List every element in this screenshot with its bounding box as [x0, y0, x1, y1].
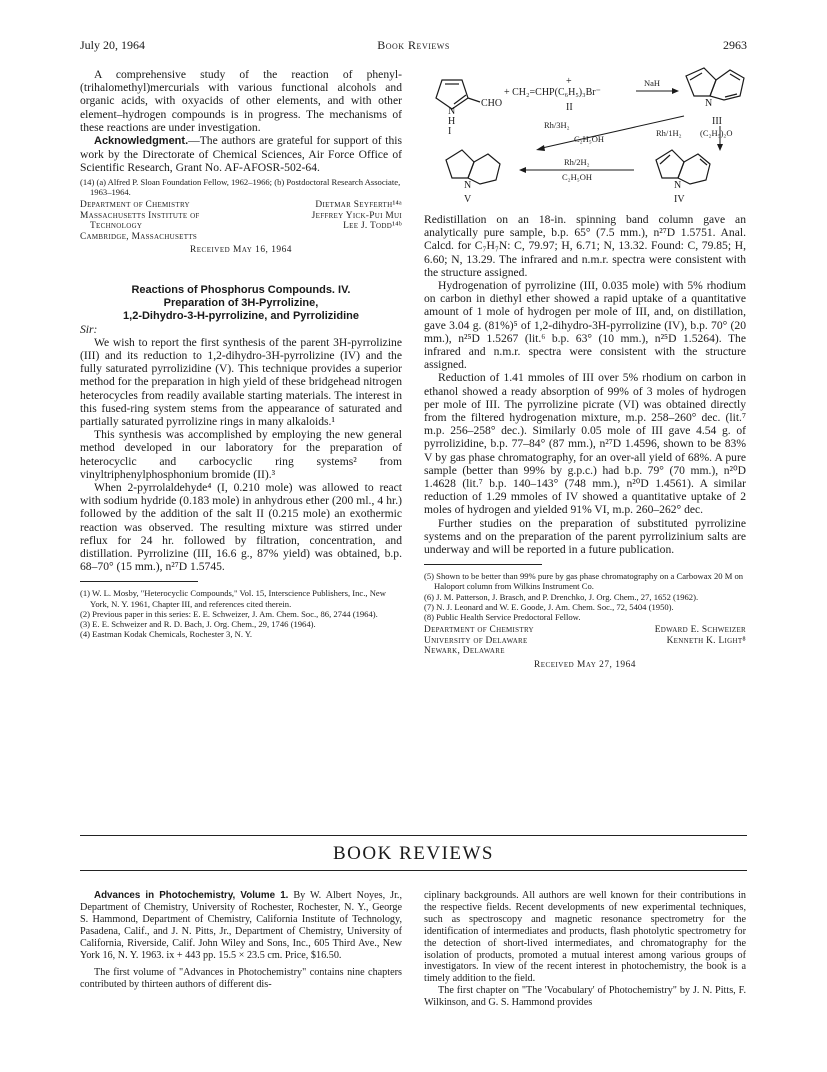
aff-city: Cambridge, Massachusetts	[80, 231, 198, 242]
reagent-rh2h2: Rh/2H₂	[564, 157, 590, 167]
body-paragraph: When 2-pyrrolaldehyde⁴ (I, 0.210 mole) was allowed to react with sodium hydride (0.183 mole) in anhydrous ether (200 ml., 4 hr.) followed by the addition of the salt II (0.215 mole) an exothermic reaction was observed. The resulting mixture was stirred under reflux for 24 hr. followed by filtration, concentration, and distillation. Pyrrolizine (III, 16.6 g., 87% yield) was obtained, b.p. 68–70° (15 mm.), n²⁷D 1.5745.	[80, 481, 402, 574]
arrowhead	[672, 88, 679, 94]
title-line: Reactions of Phosphorus Compounds. IV.	[131, 283, 351, 296]
review-right-column	[424, 890, 746, 1009]
aff-row	[80, 232, 402, 243]
footnote-1: (1) W. L. Mosby, "Heterocyclic Compounds," Vol. 15, Interscience Publishers, Inc., New York, N. Y. 1961, Chapter III, and references cited therein.	[80, 588, 386, 609]
footnote-7: (7) N. J. Leonard and W. E. Goode, J. Am. Chem. Soc., 72, 5404 (1950).	[424, 601, 674, 612]
reaction-scheme	[424, 62, 748, 212]
footnote-4: (4) Eastman Kodak Chemicals, Rochester 3, N. Y.	[80, 629, 253, 640]
compound-IV-structure	[656, 150, 710, 184]
author-name: Jeffrey Yick-Pui Mui	[311, 210, 402, 221]
footnote-6: (6) J. M. Patterson, J. Brasch, and P. Drenchko, J. Org. Chem., 27, 1652 (1962).	[424, 591, 699, 602]
footnotes	[80, 588, 402, 639]
atom-N-IV: N	[674, 180, 682, 191]
review-paragraph: ciplinary backgrounds. All authors are well known for their contributions in the respective fields. Recent developments of new experimental techniques, such as spectroscopy and magnetic resonance spectrometry for the identification of intermediates and products, flash photolytic spectrometry for the detection of short-lived intermediates, and chromatography for the isolation of products, promoted a mutual interest among various groups of investigators. In view of the recent interest in photochemistry, the book is a timely addition to the field.	[424, 890, 746, 985]
author-affiliation	[80, 200, 402, 258]
label-IV: IV	[674, 194, 685, 205]
author-name: Lee J. Todd¹⁴ᵇ	[343, 221, 402, 232]
solvent-ethanol: C₂H₅OH	[574, 134, 605, 144]
aff-dept: Department of Chemistry	[80, 200, 190, 211]
body-paragraph: Redistillation on an 18-in. spinning band column gave an analytically pure sample, b.p. 65° (7.5 mm.), n²⁷D 1.5751. Anal. Calcd. for C₇H₇N: C, 79.97; H, 6.71; N, 13.32. Found: C, 79.85; H, 6.60; N, 13.29. The infrared and n.m.r. spectra were consistent with the structure assigned.	[424, 213, 746, 279]
footnote-3: (3) E. E. Schweizer and R. D. Bach, J. Org. Chem., 29, 1746 (1964).	[80, 619, 316, 630]
label-V: V	[464, 194, 472, 205]
review-paragraph: The first chapter on "The 'Vocabulary' of Photochemistry" by J. N. Pitts, F. Wilkinson, and G. S. Hammond provides	[424, 985, 746, 1009]
received-date: Received May 16, 1964	[190, 245, 292, 256]
footnote-block	[80, 177, 402, 197]
compound-I-structure	[436, 80, 480, 109]
aff-row	[80, 211, 402, 222]
received-date: Received May 27, 1964	[534, 660, 636, 671]
aff-row	[80, 200, 402, 211]
ack-label: Acknowledgment.	[94, 135, 189, 148]
reagent-rh1h2: Rh/1H₂	[656, 128, 682, 138]
reagent-nah: NaH	[644, 78, 661, 88]
atom-N-V: N	[464, 180, 472, 191]
review-left-column	[80, 890, 402, 991]
section-rule-bottom	[80, 870, 747, 871]
author-name: Dietmar Seyferth¹⁴ᵃ	[315, 200, 402, 211]
body-paragraph: Reduction of 1.41 mmoles of III over 5% rhodium on carbon in ethanol showed a ready absorption of 99% of 3 moles of hydrogen per mole of III. The pyrrolizine picrate (VI) was obtained directly from the filtered hydrogenation mixture, m.p. 258–260° dec. (lit.⁷ m.p. 256–258° dec.). Similarly 0.05 mole of III gave 4.54 g. of pyrrolizidine, b.p. 77–84° (87 mm.), n²⁷D 1.4596, shown to be 83% V by gas phase chromatography, for an over-all yield of 68%. A pure sample (better than 99% by g.p.c.) had b.p. 79° (70 mm.), n²⁰D 1.4628 (lit.⁷ b.p. 140–143° (748 mm.), n²⁰D 1.4561). A similar reduction of 1.29 mmoles of IV showed a quantitative uptake of 2 moles of hydrogen and yielded 91% VI, m.p. 260–262° dec.	[424, 371, 746, 517]
author-name: Kenneth K. Light⁸	[666, 635, 746, 646]
article-title	[80, 284, 402, 323]
footnote-14: (14) (a) Alfred P. Sloan Foundation Fellow, 1962–1966; (b) Postdoctoral Research Associate, 1963–1964.	[80, 176, 401, 197]
aff-row	[80, 221, 402, 232]
right-column	[424, 213, 746, 672]
body-paragraph: Further studies on the preparation of substituted pyrrolizine systems and on the preparation of the parent pyrrolizinium salts are underway and will be reported in a future publication.	[424, 516, 746, 557]
aff-inst: University of Delaware	[424, 635, 528, 646]
aff-inst-2: Technology	[90, 221, 143, 232]
reagent-rh3h2: Rh/3H₂	[544, 120, 570, 130]
group-CHO: CHO	[481, 98, 503, 109]
footnote-rule	[80, 581, 198, 582]
paragraph-continued: A comprehensive study of the reaction of phenyl-(trihalomethyl)mercurials with various functional alcohols and organic acids, with oxyacids of other elements, and with other element–hydrogen compounds is in progress. The mechanisms of these reactions are under investigation.	[80, 68, 402, 134]
reagent-II: + CH₂=CHP(C₆H₅)₃Br⁻	[504, 87, 601, 98]
compound-III-structure	[686, 68, 744, 100]
solvent-ethanol-2: C₂H₅OH	[562, 172, 593, 182]
footnote-8: (8) Public Health Service Predoctoral Fellow.	[424, 612, 581, 623]
body-paragraph: Hydrogenation of pyrrolizine (III, 0.035 mole) with 5% rhodium on carbon in diethyl ether showed a rapid uptake of a quantitative amount of 1 mole of hydrogen per mole of III, and, on distillation, gave 3.04 g. (81%)⁵ of 1,2-dihydro-3H-pyrrolizine (IV), b.p. 70° (20 mm.), n²⁵D 1.5267 (lit.⁶ b.p. 63° (10 mm.), n²⁵D 1.5264). The infrared and n.m.r. spectra were consistent with the structure assigned.	[424, 279, 746, 372]
atom-H: H	[448, 116, 456, 127]
ack-text: —The authors are grateful for support of this work by the Directorate of Chemical Sciences, Air Force Office of Scientific Research, Grant No. AF-AFOSR-502-64.	[80, 134, 402, 175]
aff-inst: Massachusetts Institute of	[80, 210, 200, 221]
arrowhead	[717, 144, 723, 151]
arrowhead	[519, 167, 526, 173]
footnote-2: (2) Previous paper in this series: E. E. Schweizer, J. Am. Chem. Soc., 86, 2744 (1964).	[80, 608, 378, 619]
book-details: By W. Albert Noyes, Jr., Department of Chemistry, University of Rochester, Rochester, N. Y., George S. Hammond, Department of Chemistry, California Institute of Technology, Pasadena, Calif., and J. N. Pitts, Jr., Department of Chemistry, University of California, Riverside, Calif. John Wiley and Sons, Inc., 605 Third Ave., New York 16, N. Y. 1963. ix + 443 pp. 15.5 × 23.5 cm. Price, $16.50.	[80, 890, 402, 961]
footnote-5: (5) Shown to be better than 99% pure by gas phase chromatography on a Carbowax 20 M on Haloport column from Wilkins Instrument Co.	[424, 571, 744, 592]
footnotes	[424, 571, 746, 622]
body-paragraph: This synthesis was accomplished by employing the new general method developed in our laboratory for the preparation of heterocyclic and carbocyclic ring systems² from vinyltriphenylphosphonium bromide (II).³	[80, 428, 402, 481]
label-I: I	[448, 126, 452, 137]
atom-N-III: N	[705, 98, 713, 109]
review-citation	[80, 890, 402, 961]
page-number: 2963	[723, 38, 747, 52]
issue-date: July 20, 1964	[80, 38, 146, 52]
aff-row	[424, 646, 746, 657]
label-II: II	[566, 102, 573, 113]
running-header	[80, 38, 747, 54]
salutation: Sir:	[80, 322, 98, 336]
footnote-rule	[424, 564, 542, 565]
book-title: Advances in Photochemistry, Volume 1.	[94, 890, 289, 901]
solvent-ether: (C₂H₅)₂O	[700, 128, 733, 138]
book-reviews-heading: BOOK REVIEWS	[332, 843, 495, 864]
aff-row	[424, 636, 746, 647]
section-rule-top	[80, 835, 747, 836]
phosphonium-charge: +	[566, 76, 572, 87]
author-name: Edward E. Schweizer	[654, 625, 746, 636]
section-title: Book Reviews	[377, 38, 450, 52]
review-paragraph: The first volume of "Advances in Photochemistry" contains nine chapters contributed by thirteen authors of different dis-	[80, 967, 402, 991]
acknowledgment	[80, 134, 402, 175]
aff-city: Newark, Delaware	[424, 646, 505, 657]
title-line: 1,2-Dihydro-3-H-pyrrolizine, and Pyrrolizidine	[123, 309, 359, 322]
label-III: III	[712, 116, 722, 127]
title-line: Preparation of 3H-Pyrrolizine,	[163, 296, 319, 309]
arrowhead	[536, 145, 545, 151]
body-paragraph: We wish to report the first synthesis of the parent 3H-pyrrolizine (III) and its reduction to 1,2-dihydro-3H-pyrrolizine (IV) and the fully saturated pyrrolizidine (V). This technique provides a superior method for the preparation in high yield of these bridgehead nitrogen heterocycles from readily available starting materials. The interest in this fused-ring system stems from the appearance of saturated and partially saturated pyrrolizine rings in many alkaloids.¹	[80, 335, 402, 429]
aff-dept: Department of Chemistry	[424, 625, 534, 636]
aff-row	[424, 625, 746, 636]
compound-V-structure	[446, 150, 500, 184]
author-affiliation	[424, 625, 746, 672]
atom-N-I: N	[448, 106, 456, 117]
left-column	[80, 68, 402, 639]
